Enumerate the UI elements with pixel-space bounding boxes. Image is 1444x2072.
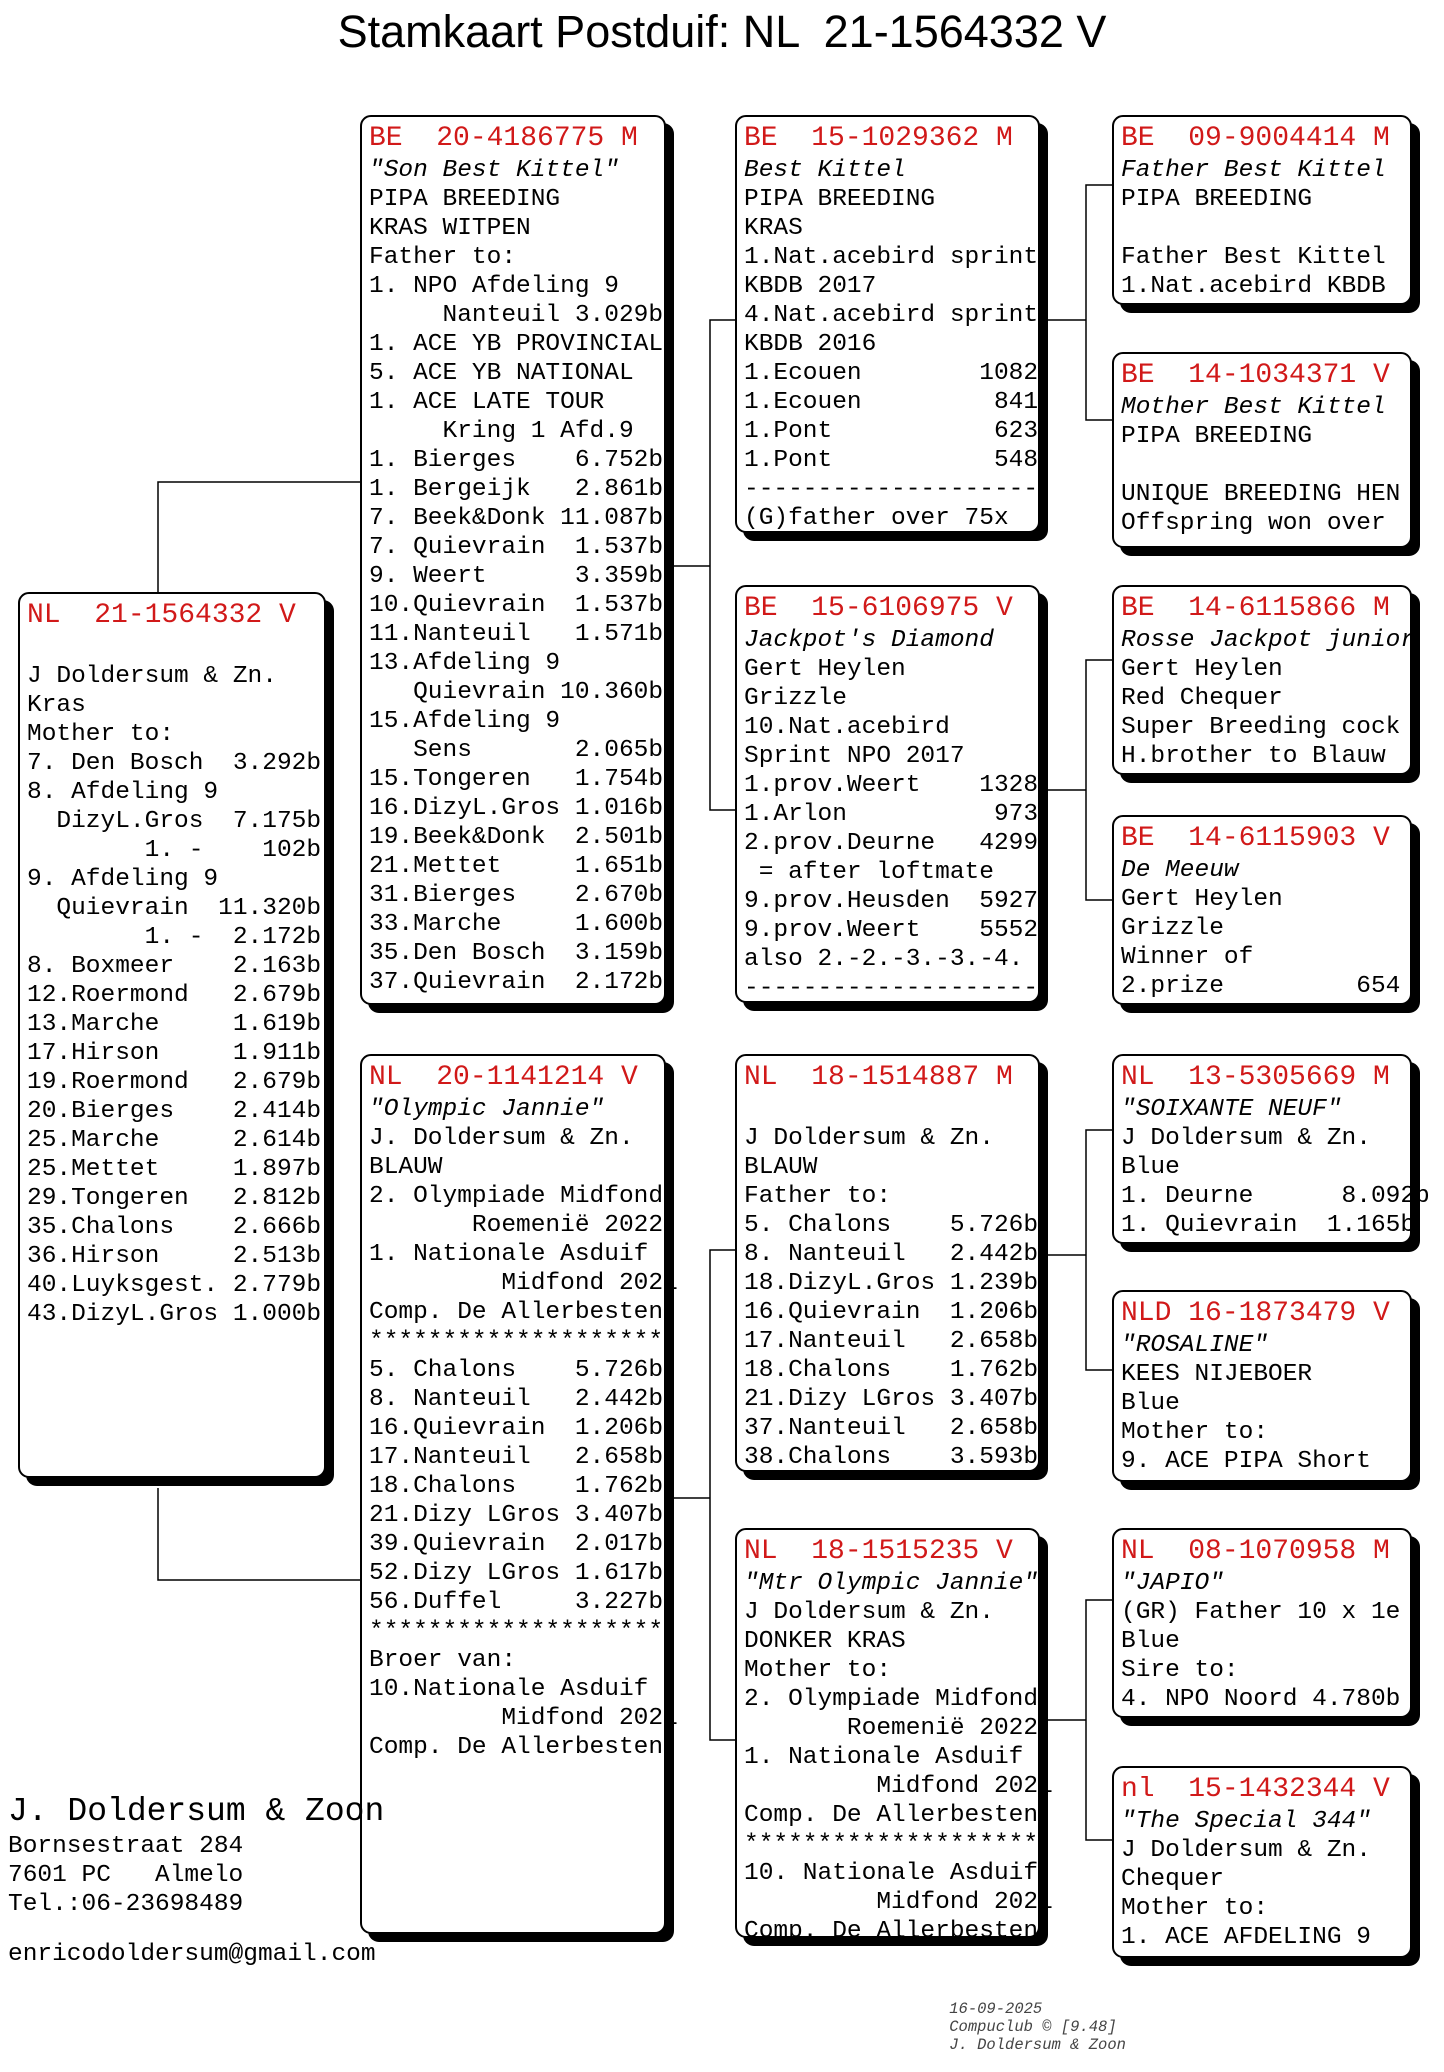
pedigree-line: 4. NPO Noord 4.780b [1121,1686,1401,1713]
mother-card [360,1054,678,1934]
pedigree-line: 43.DizyL.Gros 1.000b [27,1301,322,1328]
great-grandparent-card-6 [1112,1290,1412,1482]
breeder-name: J. Doldersum & Zoon [8,1793,385,1830]
footer-owner: J. Doldersum & Zoon [949,2036,1126,2054]
owner: J Doldersum & Zn. [1121,1125,1371,1152]
pedigree-line: 13.Marche 1.619b [27,1011,322,1038]
pedigree-line: 40.Luyksgest. 2.779b [27,1272,322,1299]
pedigree-line [27,633,317,662]
owner: Gert Heylen [1121,656,1283,683]
connector-ff-parents [1048,185,1112,420]
pedigree-line: BLAUW [369,1154,443,1181]
pedigree-line: 10. Nationale Asduif [744,1860,1039,1887]
owner: PIPA BREEDING [1121,423,1313,450]
pedigree-line: KRAS [744,215,803,242]
pedigree-line: BLAUW [744,1154,818,1181]
pedigree-line: 8. Boxmeer 2.163b [27,953,322,980]
pedigree-line: 1.Pont 623 [744,418,1039,445]
pedigree-line: 1. Nationale Asduif [744,1744,1024,1771]
pedigree-line: 17.Nanteuil 2.658b [369,1444,664,1471]
great-grandparent-card-4 [1112,815,1412,1005]
pigeon-name: "SOIXANTE NEUF" [1121,1096,1342,1123]
pedigree-line: 1. - 102b [27,837,322,864]
pedigree-line: 8. Afdeling 9 [27,779,219,806]
pedigree-line: Comp. De Allerbesten [369,1734,664,1761]
pedigree-line: 9. Weert 3.359b [369,563,664,590]
pedigree-line: 7. Den Bosch 3.292b [27,750,322,777]
pedigree-line: KRAS WITPEN [369,215,531,242]
pedigree-line: 33.Marche 1.600b [369,911,664,938]
ring-number: BE 14-6115903 V [1121,823,1390,854]
pedigree-line: 16.DizyL.Gros 1.016b [369,795,664,822]
pedigree-line: Midfond 2021 [369,1270,678,1297]
subject-card [18,592,326,1478]
pedigree-line: 25.Marche 2.614b [27,1127,322,1154]
pedigree-line: Offspring won over [1121,510,1386,537]
pedigree-line: 9. ACE PIPA Short [1121,1448,1371,1475]
pigeon-name: Father Best Kittel [1121,157,1386,184]
pedigree-line: ******************** [744,1831,1039,1858]
pigeon-name: Mother Best Kittel [1121,394,1386,421]
pedigree-line: Comp. De Allerbesten [744,1802,1039,1829]
father-card [360,115,666,1005]
ring-number: NL 13-5305669 M [1121,1062,1390,1093]
pedigree-line: Sprint NPO 2017 [744,743,965,770]
pedigree-line: Grizzle [744,685,847,712]
ring-number: nl 15-1432344 V [1121,1774,1390,1805]
pedigree-line: 1. Nationale Asduif [369,1241,649,1268]
pedigree-line: 5. Chalons 5.726b [744,1212,1039,1239]
pedigree-line: J Doldersum & Zn. [27,663,277,690]
pedigree-line: 21.Dizy LGros 3.407b [744,1386,1039,1413]
pedigree-line: 19.Roermond 2.679b [27,1069,322,1096]
pedigree-line: also 2.-2.-3.-3.-4. [744,946,1024,973]
pedigree-line: ******************** [369,1618,664,1645]
paternal-grandmother-card [735,585,1040,1003]
great-grandparent-card-7 [1112,1528,1412,1718]
footer [912,1982,1143,2072]
pedigree-line: Kring 1 Afd.9 [369,418,634,445]
pedigree-line: 1.Ecouen 1082 [744,360,1039,387]
owner: KEES NIJEBOER [1121,1361,1313,1388]
pedigree-line: Sire to: [1121,1657,1239,1684]
pedigree-line: 1.Pont 548 [744,447,1039,474]
pedigree-line: 17.Nanteuil 2.658b [744,1328,1039,1355]
paternal-grandfather-card [735,115,1040,533]
pedigree-line: 39.Quievrain 2.017b [369,1531,664,1558]
pigeon-name: "Olympic Jannie" [369,1096,605,1123]
pedigree-line: Nanteuil 3.029b [369,302,664,329]
pedigree-line: 12.Roermond 2.679b [27,982,322,1009]
pedigree-line: Broer van: [369,1647,517,1674]
pedigree-line: 7. Beek&Donk 11.087b [369,505,664,532]
owner: J Doldersum & Zn. [744,1125,994,1152]
ring-number: BE 15-6106975 V [744,593,1013,624]
ring-number: BE 15-1029362 M [744,123,1013,154]
pedigree-line: Chequer [1121,1866,1224,1893]
pedigree-line: 18.DizyL.Gros 1.239b [744,1270,1039,1297]
pedigree-line: 8. Nanteuil 2.442b [744,1241,1039,1268]
pedigree-line: 1. ACE AFDELING 9 [1121,1924,1371,1951]
pedigree-line: 2.prov.Deurne 4299 [744,830,1039,857]
pedigree-line: 37.Quievrain 2.172b [369,969,664,996]
footer-software: Compuclub © [9.48] [949,2018,1117,2036]
pedigree-line: 15.Tongeren 1.754b [369,766,664,793]
pedigree-line: 9. Afdeling 9 [27,866,219,893]
maternal-grandfather-card [735,1054,1040,1472]
page-title: Stamkaart Postduif: NL 21-1564332 V [337,6,1107,57]
ring-number: NL 21-1564332 V [27,600,296,631]
pedigree-line: 5. ACE YB NATIONAL [369,360,634,387]
pedigree-line: Grizzle [1121,915,1224,942]
pedigree-line: 13.Afdeling 9 [369,650,561,677]
pedigree-line [1121,451,1403,480]
pedigree-line: DONKER KRAS [744,1628,906,1655]
connector-fm-parents [1048,660,1112,900]
pedigree-line: Blue [1121,1628,1180,1655]
pedigree-line: -------------------- [744,476,1039,503]
ring-number: NL 08-1070958 M [1121,1536,1390,1567]
connector-subject-mother [158,1488,360,1580]
pedigree-line: 1.Nat.acebird sprint [744,244,1039,271]
owner: J Doldersum & Zn. [744,1599,994,1626]
pedigree-line: Mother to: [1121,1419,1269,1446]
pedigree-line: UNIQUE BREEDING HEN [1121,481,1401,508]
pedigree-line: 9.prov.Weert 5552 [744,917,1039,944]
pedigree-line: DizyL.Gros 7.175b [27,808,322,835]
pedigree-line: (G)father over 75x [744,505,1009,532]
connector-mm-parents [1048,1600,1112,1840]
pedigree-line: Father to: [369,244,517,271]
pedigree-line: Winner of [1121,944,1254,971]
pedigree-line [1121,214,1403,243]
breeder-street: Bornsestraat 284 [8,1833,244,1860]
pedigree-line: Roemenië 2022 [744,1715,1039,1742]
pedigree-line: 8. Nanteuil 2.442b [369,1386,664,1413]
pedigree-line: 15.Afdeling 9 [369,708,561,735]
pedigree-line: 10.Quievrain 1.537b [369,592,664,619]
pigeon-name: Best Kittel [744,157,906,184]
pedigree-line: Mother to: [744,1657,892,1684]
pedigree-line: Quievrain 11.320b [27,895,322,922]
great-grandparent-card-1 [1112,115,1412,305]
pedigree-line: 38.Chalons 3.593b [744,1444,1039,1471]
pedigree-line: 18.Chalons 1.762b [369,1473,664,1500]
ring-number: BE 09-9004414 M [1121,123,1390,154]
pedigree-line: Roemenië 2022 [369,1212,664,1239]
pigeon-name: "Mtr Olympic Jannie" [744,1570,1039,1597]
pedigree-line: 1. Bierges 6.752b [369,447,664,474]
breeder-phone: Tel.:06-23698489 [8,1891,244,1918]
footer-date: 16-09-2025 [949,2000,1043,2018]
pedigree-line: 1. Deurne 8.092b [1121,1183,1430,1210]
pedigree-line: 9.prov.Heusden 5927 [744,888,1039,915]
pedigree-line: 1. Quievrain 1.165b [1121,1212,1416,1239]
pedigree-line: 16.Quievrain 1.206b [744,1299,1039,1326]
pedigree-line: Comp. De Allerbesten [744,1918,1039,1945]
owner: Gert Heylen [1121,886,1283,913]
pedigree-line: Mother to: [1121,1895,1269,1922]
owner: Gert Heylen [744,656,906,683]
ring-number: NLD 16-1873479 V [1121,1298,1390,1329]
maternal-grandmother-card [735,1528,1053,1945]
pigeon-name [744,1095,1031,1124]
pedigree-line: Midfond 2021 [744,1773,1053,1800]
pedigree-line: 1. Bergeijk 2.861b [369,476,664,503]
ring-number: NL 20-1141214 V [369,1062,638,1093]
pedigree-line: 1. ACE LATE TOUR [369,389,605,416]
pigeon-name: "Son Best Kittel" [369,157,619,184]
pedigree-line: Red Chequer [1121,685,1283,712]
pigeon-name: Jackpot's Diamond [744,627,994,654]
owner: PIPA BREEDING [369,186,561,213]
pedigree-line: 35.Chalons 2.666b [27,1214,322,1241]
pedigree-line: = after loftmate [744,859,994,886]
pedigree-line: Blue [1121,1154,1180,1181]
breeder-email: enricodoldersum@gmail.com [8,1941,376,1968]
pedigree-line: 1.Nat.acebird KBDB [1121,273,1386,300]
owner: J. Doldersum & Zn. [369,1125,634,1152]
pedigree-line: KBDB 2016 [744,331,877,358]
pedigree-line: 1.Arlon 973 [744,801,1039,828]
pedigree-line: 31.Bierges 2.670b [369,882,664,909]
pedigree-line: 4.Nat.acebird sprint [744,302,1039,329]
pedigree-line: Blue [1121,1390,1180,1417]
great-grandparent-card-2 [1112,352,1412,548]
pedigree-line: 1. NPO Afdeling 9 [369,273,619,300]
ring-number: NL 18-1515235 V [744,1536,1013,1567]
breeder-info [8,1792,384,1968]
pedigree-line: Super Breeding cock [1121,714,1401,741]
pedigree-line: 35.Den Bosch 3.159b [369,940,664,967]
pedigree-line: 5. Chalons 5.726b [369,1357,664,1384]
breeder-city: 7601 PC Almelo [8,1862,244,1889]
pigeon-name: Rosse Jackpot junior [1121,627,1416,654]
pedigree-line: 36.Hirson 2.513b [27,1243,322,1270]
pedigree-line: Quievrain 10.360b [369,679,664,706]
pedigree-line: Comp. De Allerbesten [369,1299,664,1326]
pedigree-line: 1.Ecouen 841 [744,389,1039,416]
ring-number: BE 14-6115866 M [1121,593,1390,624]
pedigree-line: 11.Nanteuil 1.571b [369,621,664,648]
pedigree-line: Midfond 2021 [369,1705,678,1732]
pedigree-line: 10.Nat.acebird [744,714,950,741]
pedigree-line: Father to: [744,1183,892,1210]
pedigree-line: -------------------- [744,975,1039,1002]
pedigree-line: 19.Beek&Donk 2.501b [369,824,664,851]
pedigree-line: Sens 2.065b [369,737,664,764]
pigeon-name: "ROSALINE" [1121,1332,1269,1359]
ring-number: NL 18-1514887 M [744,1062,1013,1093]
pedigree-line: 7. Quievrain 1.537b [369,534,664,561]
connector-subject-father [158,482,360,592]
pedigree-line: 56.Duffel 3.227b [369,1589,664,1616]
great-grandparent-card-5 [1112,1054,1430,1244]
pedigree-line: Father Best Kittel [1121,244,1386,271]
pedigree-line: 21.Dizy LGros 3.407b [369,1502,664,1529]
pedigree-line: Mother to: [27,721,175,748]
pedigree-line: 16.Quievrain 1.206b [369,1415,664,1442]
pedigree-line: Kras [27,692,86,719]
pedigree-line: 17.Hirson 1.911b [27,1040,322,1067]
pedigree-line: 20.Bierges 2.414b [27,1098,322,1125]
pigeon-name: "The Special 344" [1121,1808,1371,1835]
ring-number: BE 14-1034371 V [1121,360,1390,391]
pedigree-line: Midfond 2021 [744,1889,1053,1916]
pedigree-line: ******************** [369,1328,664,1355]
pedigree-line: 2. Olympiade Midfond [744,1686,1039,1713]
pedigree-line: 1.prov.Weert 1328 [744,772,1039,799]
pedigree-line: 10.Nationale Asduif [369,1676,649,1703]
connector-mother-parents [674,1250,735,1740]
pedigree-line: 21.Mettet 1.651b [369,853,664,880]
owner: (GR) Father 10 x 1e [1121,1599,1401,1626]
pedigree-line: 2.prize 654 [1121,973,1401,1000]
ring-number: BE 20-4186775 M [369,123,638,154]
pedigree-line: H.brother to Blauw [1121,743,1386,770]
owner: PIPA BREEDING [744,186,936,213]
connector-father-parents [674,320,735,810]
pedigree-line: 1. ACE YB PROVINCIAL [369,331,664,358]
pedigree-line: 1. - 2.172b [27,924,322,951]
owner: J Doldersum & Zn. [1121,1837,1371,1864]
pedigree-line: KBDB 2017 [744,273,877,300]
owner: PIPA BREEDING [1121,186,1313,213]
pedigree-line: 18.Chalons 1.762b [744,1357,1039,1384]
pedigree-line: 25.Mettet 1.897b [27,1156,322,1183]
pedigree-line: 37.Nanteuil 2.658b [744,1415,1039,1442]
great-grandparent-card-8 [1112,1766,1412,1958]
pedigree-line: 2. Olympiade Midfond [369,1183,664,1210]
pedigree-line: 52.Dizy LGros 1.617b [369,1560,664,1587]
great-grandparent-card-3 [1112,585,1416,775]
connector-mf-parents [1048,1130,1112,1370]
pedigree-line: 29.Tongeren 2.812b [27,1185,322,1212]
pigeon-name: De Meeuw [1121,857,1239,884]
pigeon-name: "JAPIO" [1121,1570,1224,1597]
